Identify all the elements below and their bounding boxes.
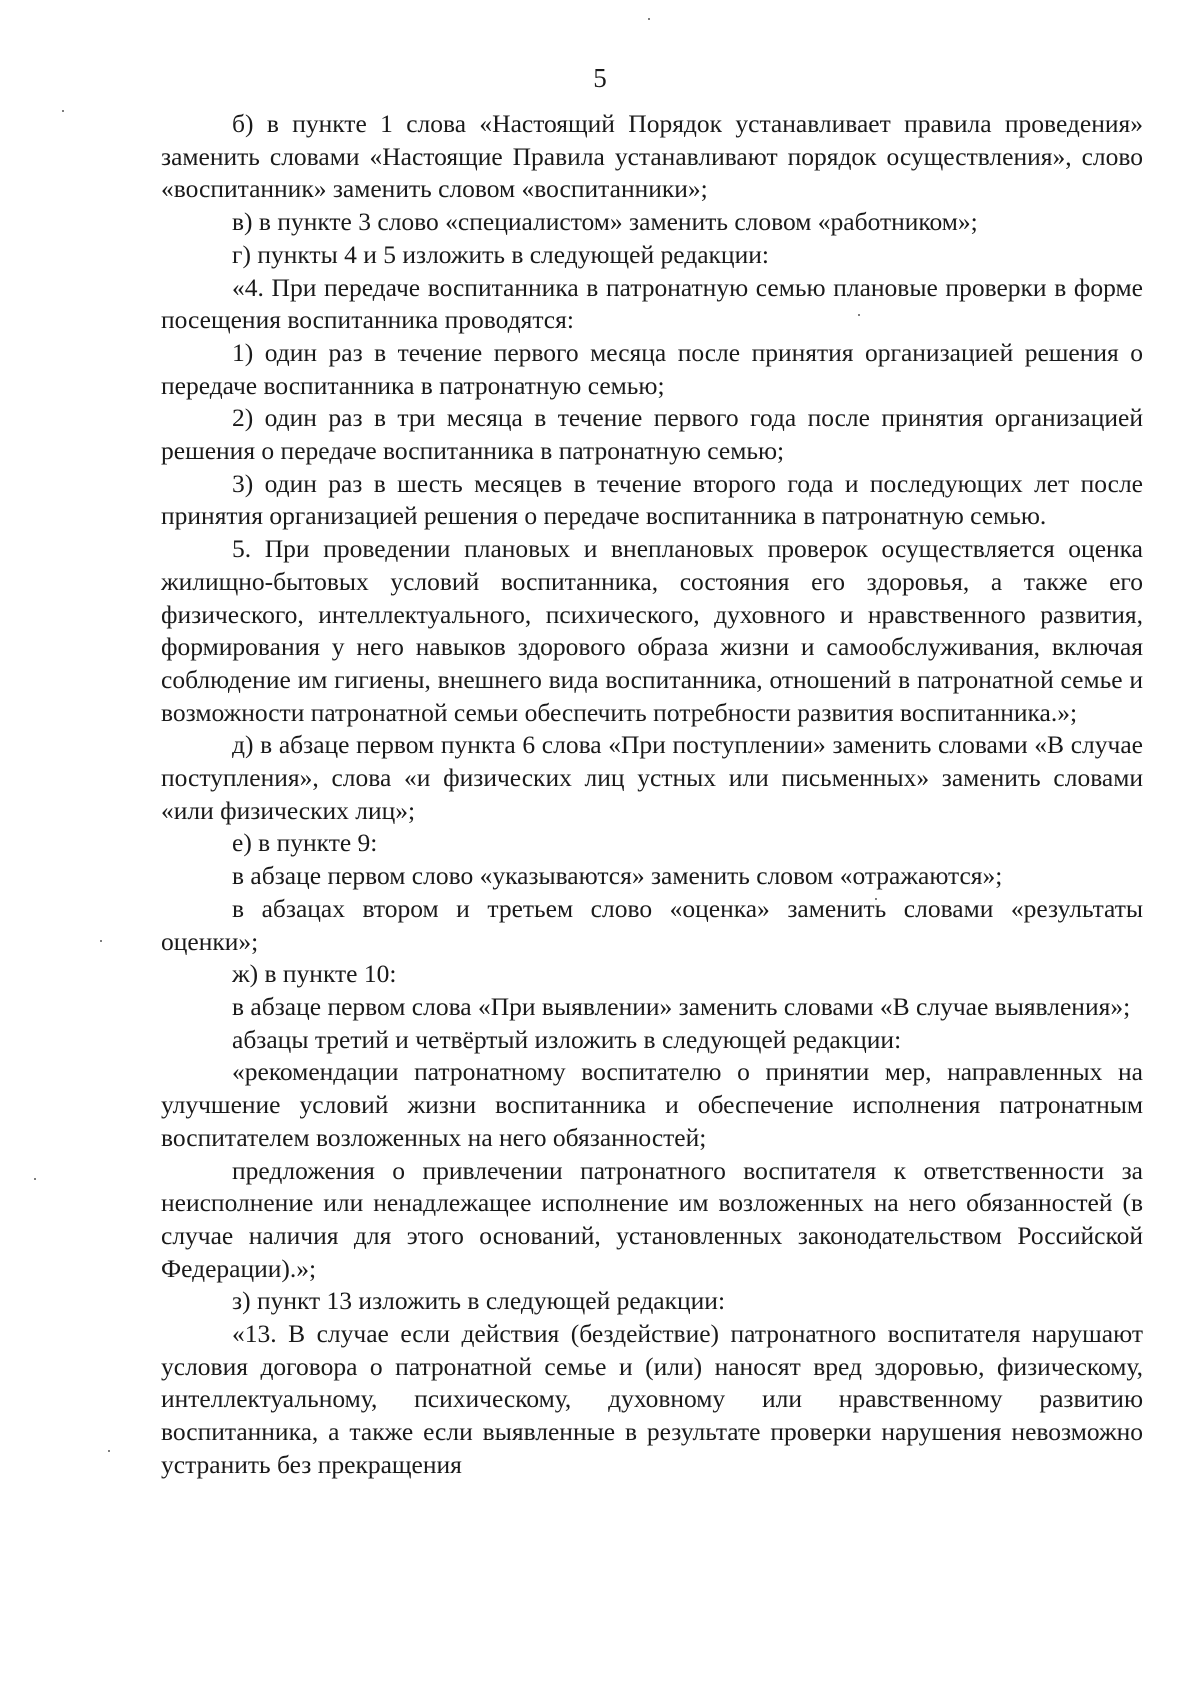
paragraph: «рекомендации патронатному воспитателю о принятии мер, направленных на улучшение условий жизни воспитанника и обеспечение исполнения патронатным воспитателем возложенных на него обязанностей; [161, 1057, 1143, 1152]
paragraph: в абзаце первом слово «указываются» заменить словом «отражаются»; [232, 861, 1003, 891]
scan-speck [100, 940, 102, 942]
paragraph: ж) в пункте 10: [232, 959, 397, 989]
paragraph: з) пункт 13 изложить в следующей редакции: [232, 1286, 726, 1316]
paragraph: в абзацах втором и третьем слово «оценка» заменить словами «результаты оценки»; [161, 893, 1143, 956]
paragraph: 5. При проведении плановых и внеплановых проверок осуществляется оценка жилищно-бытовых условий воспитанника, состояния его здоровья, а также его физического, интеллектуального, психического, духовного и нравственного развития, формирования у него навыков здорового образа жизни и самообслуживания, включая соблюдение им гигиены, внешнего вида воспитанника, отношений в патронатной семье и возможности патронатной семьи обеспечить потребности развития воспитанника.»; [161, 534, 1143, 727]
scan-speck [108, 1450, 110, 1452]
page-number: 5 [593, 63, 607, 93]
paragraph: абзацы третий и четвёртый изложить в следующей редакции: [232, 1024, 902, 1054]
document-body [161, 108, 1143, 1482]
paragraph: 2) один раз в три месяца в течение первого года после принятия организацией решения о передаче воспитанника в патронатную семью; [161, 403, 1143, 466]
paragraph: 1) один раз в течение первого месяца после принятия организацией решения о передаче воспитанника в патронатную семью; [161, 337, 1143, 400]
paragraph: д) в абзаце первом пункта 6 слова «При поступлении» заменить словами «В случае поступления», слова «и физических лиц устных или письменных» заменить словами «или физических лиц»; [161, 730, 1143, 825]
scan-speck [648, 18, 650, 20]
paragraph: «13. В случае если действия (бездействие) патронатного воспитателя нарушают условия договора о патронатной семье и (или) наносят вред здоровью, физическому, интеллектуальному, психическому, духовному или нравственному развитию воспитанника, а также если выявленные в результате проверки нарушения невозможно устранить без прекращения [161, 1319, 1143, 1479]
scan-speck [62, 110, 64, 112]
paragraph: б) в пункте 1 слова «Настоящий Порядок устанавливает правила проведения» заменить словами «Настоящие Правила устанавливают порядок осуществления», слово «воспитанник» заменить словом «воспитанники»; [161, 109, 1143, 204]
paragraph: «4. При передаче воспитанника в патронатную семью плановые проверки в форме посещения воспитанника проводятся: [161, 272, 1143, 335]
scan-speck [34, 1178, 36, 1180]
paragraph: в абзаце первом слова «При выявлении» заменить словами «В случае выявления»; [232, 991, 1131, 1021]
paragraph: г) пункты 4 и 5 изложить в следующей редакции: [232, 239, 769, 269]
paragraph: в) в пункте 3 слово «специалистом» заменить словом «работником»; [232, 207, 978, 237]
paragraph: предложения о привлечении патронатного воспитателя к ответственности за неисполнение или ненадлежащее исполнение им возложенных на него обязанностей (в случае наличия для этого оснований, установленных законодательством Российской Федерации).»; [161, 1155, 1143, 1283]
paragraph: е) в пункте 9: [232, 828, 378, 858]
paragraph: 3) один раз в шесть месяцев в течение второго года и последующих лет после принятия организацией решения о передаче воспитанника в патронатную семью. [161, 468, 1143, 531]
